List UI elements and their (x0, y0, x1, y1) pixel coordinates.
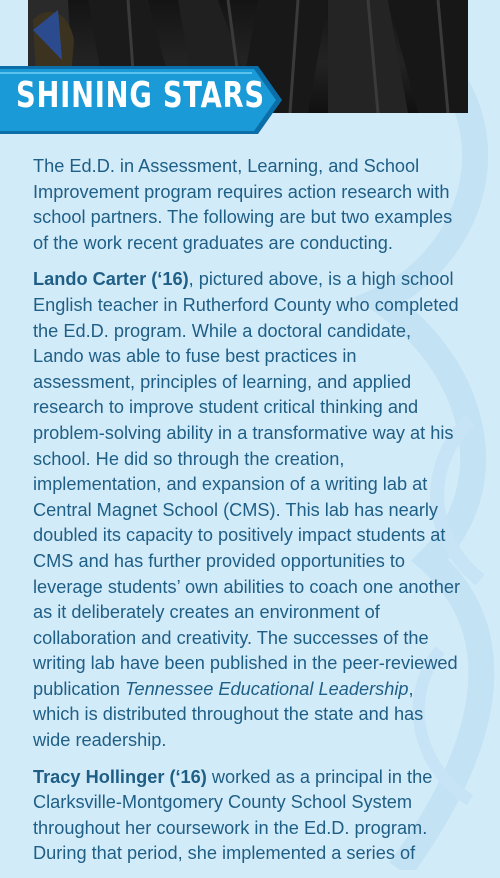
intro-paragraph: The Ed.D. in Assessment, Learning, and School Improvement program requires action research with school partners. The following are but two examples of the work recent graduates are conducting. (33, 156, 453, 253)
profile-paragraph-lando-carter (33, 267, 463, 753)
profile-text-continued: , which is distributed throughout the state and has wide readership. (33, 678, 424, 751)
profile-paragraph-tracy-hollinger (33, 765, 463, 867)
banner-title: SHINING STARS (16, 75, 265, 116)
profile-text: worked as a principal in the Clarksville-Montgomery County School System throughout her coursework in the Ed.D. program. During that period, she implemented a series of (33, 766, 433, 864)
profile-text: , pictured above, is a high school English teacher in Rutherford County who completed the Ed.D. program. While a doctoral candidate, Lando was able to fuse best practices in assessment, principles of learning, and applied research to improve student critical thinking and problem-solving ability in a transformative way at his school. He did so through the creation, implementation, and expansion of a writing lab at Central Magnet School (CMS). This lab has nearly doubled its capacity to positively impact students at CMS and has further provided opportunities to leverage students’ own abilities to coach one another as it deliberately creates an environment of collaboration and creativity. The successes of the writing lab have been published in the peer-reviewed publication (33, 269, 461, 699)
publication-title: Tennessee Educational Leadership (125, 678, 409, 699)
profile-name: Tracy Hollinger (‘16) (33, 766, 207, 787)
profile-name: Lando Carter (‘16) (33, 269, 189, 290)
article-body (33, 154, 463, 878)
shining-stars-banner (0, 66, 285, 134)
